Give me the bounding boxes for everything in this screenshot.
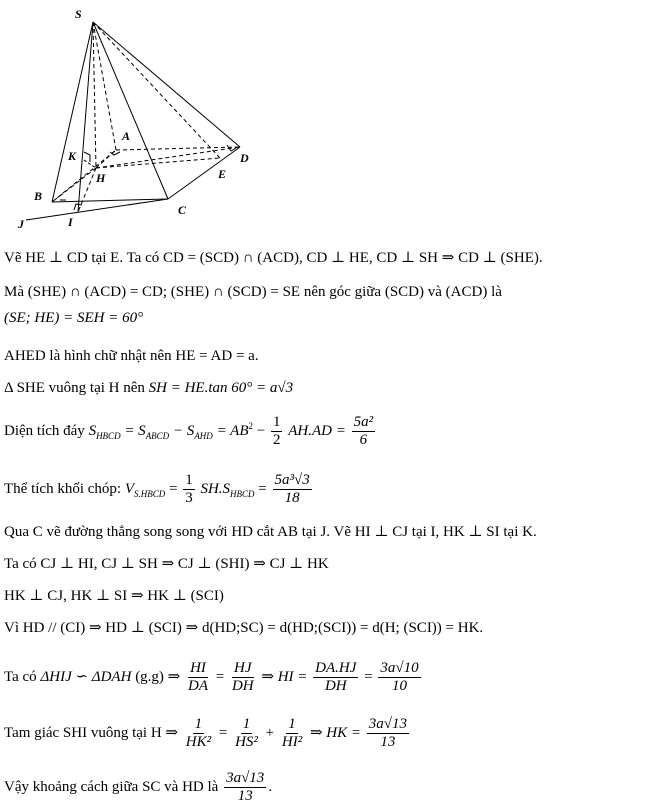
frac-hj-dh: $\frac{HJ}{DH}$ (231, 660, 254, 694)
line-9: Ta có CJ ⊥ HI, CJ ⊥ SH ⇒ CJ ⊥ (SHI) ⇒ CJ ⊥ HK (4, 556, 329, 572)
line-12-text: Ta có (4, 668, 37, 685)
volume-result: $\frac{\text{5a³√3}}{18}$ (274, 472, 310, 506)
line-7: Thể tích khối chóp: $V_{S.HBCD}$ = $\frac{1}{3}$ $SH.S_{HBCD}$ = $\frac{\text{5a³√3}}{18}$ (4, 472, 310, 506)
frac-1-hs2: $\frac{1}{\text{HS²}}$ (235, 716, 258, 750)
line-6-text: Diện tích đáy (4, 422, 85, 439)
label-H: H (96, 171, 106, 185)
label-E: E (218, 167, 227, 181)
volume-symbol: V (124, 480, 134, 497)
label-K: K (68, 149, 77, 163)
line-6: Diện tích đáy $S_{HBCD} = S_{ABCD} - S_{AHD} = AB^2$ − $\frac{1}{2}$ AH.AD = $\frac{\text{5a²}}{6}$ (4, 414, 374, 448)
frac-hi-result: $\frac{3a√10}{10}$ (380, 660, 419, 694)
line-3-angle: (SE; HE) = SEH = 60° (4, 310, 144, 326)
hi-eq: ⇒ HI = (261, 668, 308, 685)
third-fraction: $\frac{1}{3}$ (185, 472, 193, 506)
line-1: Vẽ HE ⊥ CD tại E. Ta có CD = (SCD) ∩ (ACD), CD ⊥ HE, CD ⊥ SH ⇒ CD ⊥ (SHE). (4, 250, 543, 266)
line-10: HK ⊥ CJ, HK ⊥ SI ⇒ HK ⊥ (SCI) (4, 588, 224, 604)
frac-hi-da: $\frac{HI}{DA}$ (188, 660, 208, 694)
line-12: Ta có ΔHIJ ∽ ΔDAH (g.g) ⇒ $\frac{HI}{DA}$ = $\frac{HJ}{DH}$ ⇒ HI = $\frac{DA.HJ}{DH}$ = $\frac{3a√10}{10}$ (4, 660, 419, 694)
s-abcd: = S (124, 422, 146, 439)
half-fraction: $\frac{1}{2}$ (272, 414, 281, 448)
sh-s: SH.S (200, 480, 231, 497)
line-2: Mà (SHE) ∩ (ACD) = CD; (SHE) ∩ (SCD) = SE nên góc giữa (SCD) và (ACD) là (4, 284, 502, 300)
line-11: Vì HD // (CI) ⇒ HD ⊥ (SCI) ⇒ d(HD;SC) = d(HD;(SCI)) = d(H; (SCI)) = HK. (4, 620, 484, 636)
similarity: ΔHIJ ∽ ΔDAH (40, 668, 132, 685)
hk-eq: ⇒ HK = (309, 724, 361, 741)
frac-hk-result: $\frac{3a√13}{13}$ (368, 716, 407, 750)
line-14: Vậy khoảng cách giữa SC và HD là $\frac{3a√13}{13}$ . (4, 770, 273, 804)
line-13-text: Tam giác SHI vuông tại H ⇒ (4, 724, 178, 741)
label-A: A (122, 129, 131, 143)
label-C: C (178, 203, 187, 217)
label-J: J (18, 217, 24, 231)
ab-term: = AB (216, 422, 249, 439)
line-14-text: Vậy khoảng cách giữa SC và HD là (4, 778, 219, 795)
ah-ad: AH.AD = (288, 422, 346, 439)
frac-1-hi2: $\frac{1}{\text{HI²}}$ (281, 716, 303, 750)
minus: − (256, 422, 266, 439)
label-I: I (68, 215, 73, 229)
label-B: B (34, 189, 43, 203)
final-answer: $\frac{3a√13}{13}$ (226, 770, 265, 804)
pyramid-figure (0, 0, 260, 240)
s-hbcd: S (88, 422, 97, 439)
label-S: S (75, 7, 82, 21)
line-5 (4, 378, 293, 398)
line-5-text: Δ SHE vuông tại H nên (4, 380, 145, 396)
label-D: D (240, 151, 249, 165)
line-8: Qua C vẽ đường thẳng song song với HD cắt AB tại J. Vẽ HI ⊥ CJ tại I, HK ⊥ SI tại K. (4, 524, 537, 540)
equals: = (168, 480, 178, 497)
line-7-text: Thể tích khối chóp: (4, 480, 122, 497)
line-5-math: SH = HE.tan 60° = a√3 (148, 380, 294, 396)
line-13: Tam giác SHI vuông tại H ⇒ $\frac{1}{\text{HK²}}$ = $\frac{1}{\text{HS²}}$ + $\frac{1}{\text{HI²}}$ ⇒ HK = $\frac{3a√13}{13}$ (4, 716, 407, 750)
line-4: AHED là hình chữ nhật nên HE = AD = a. (4, 348, 259, 364)
frac-da-hj: $\frac{DA.HJ}{DH}$ (315, 660, 357, 694)
frac-1-hk2: $\frac{1}{\text{HK²}}$ (185, 716, 212, 750)
area-result: $\frac{\text{5a²}}{6}$ (353, 414, 374, 448)
s-ahd: − S (172, 422, 195, 439)
gg: (g.g) ⇒ (135, 668, 181, 685)
